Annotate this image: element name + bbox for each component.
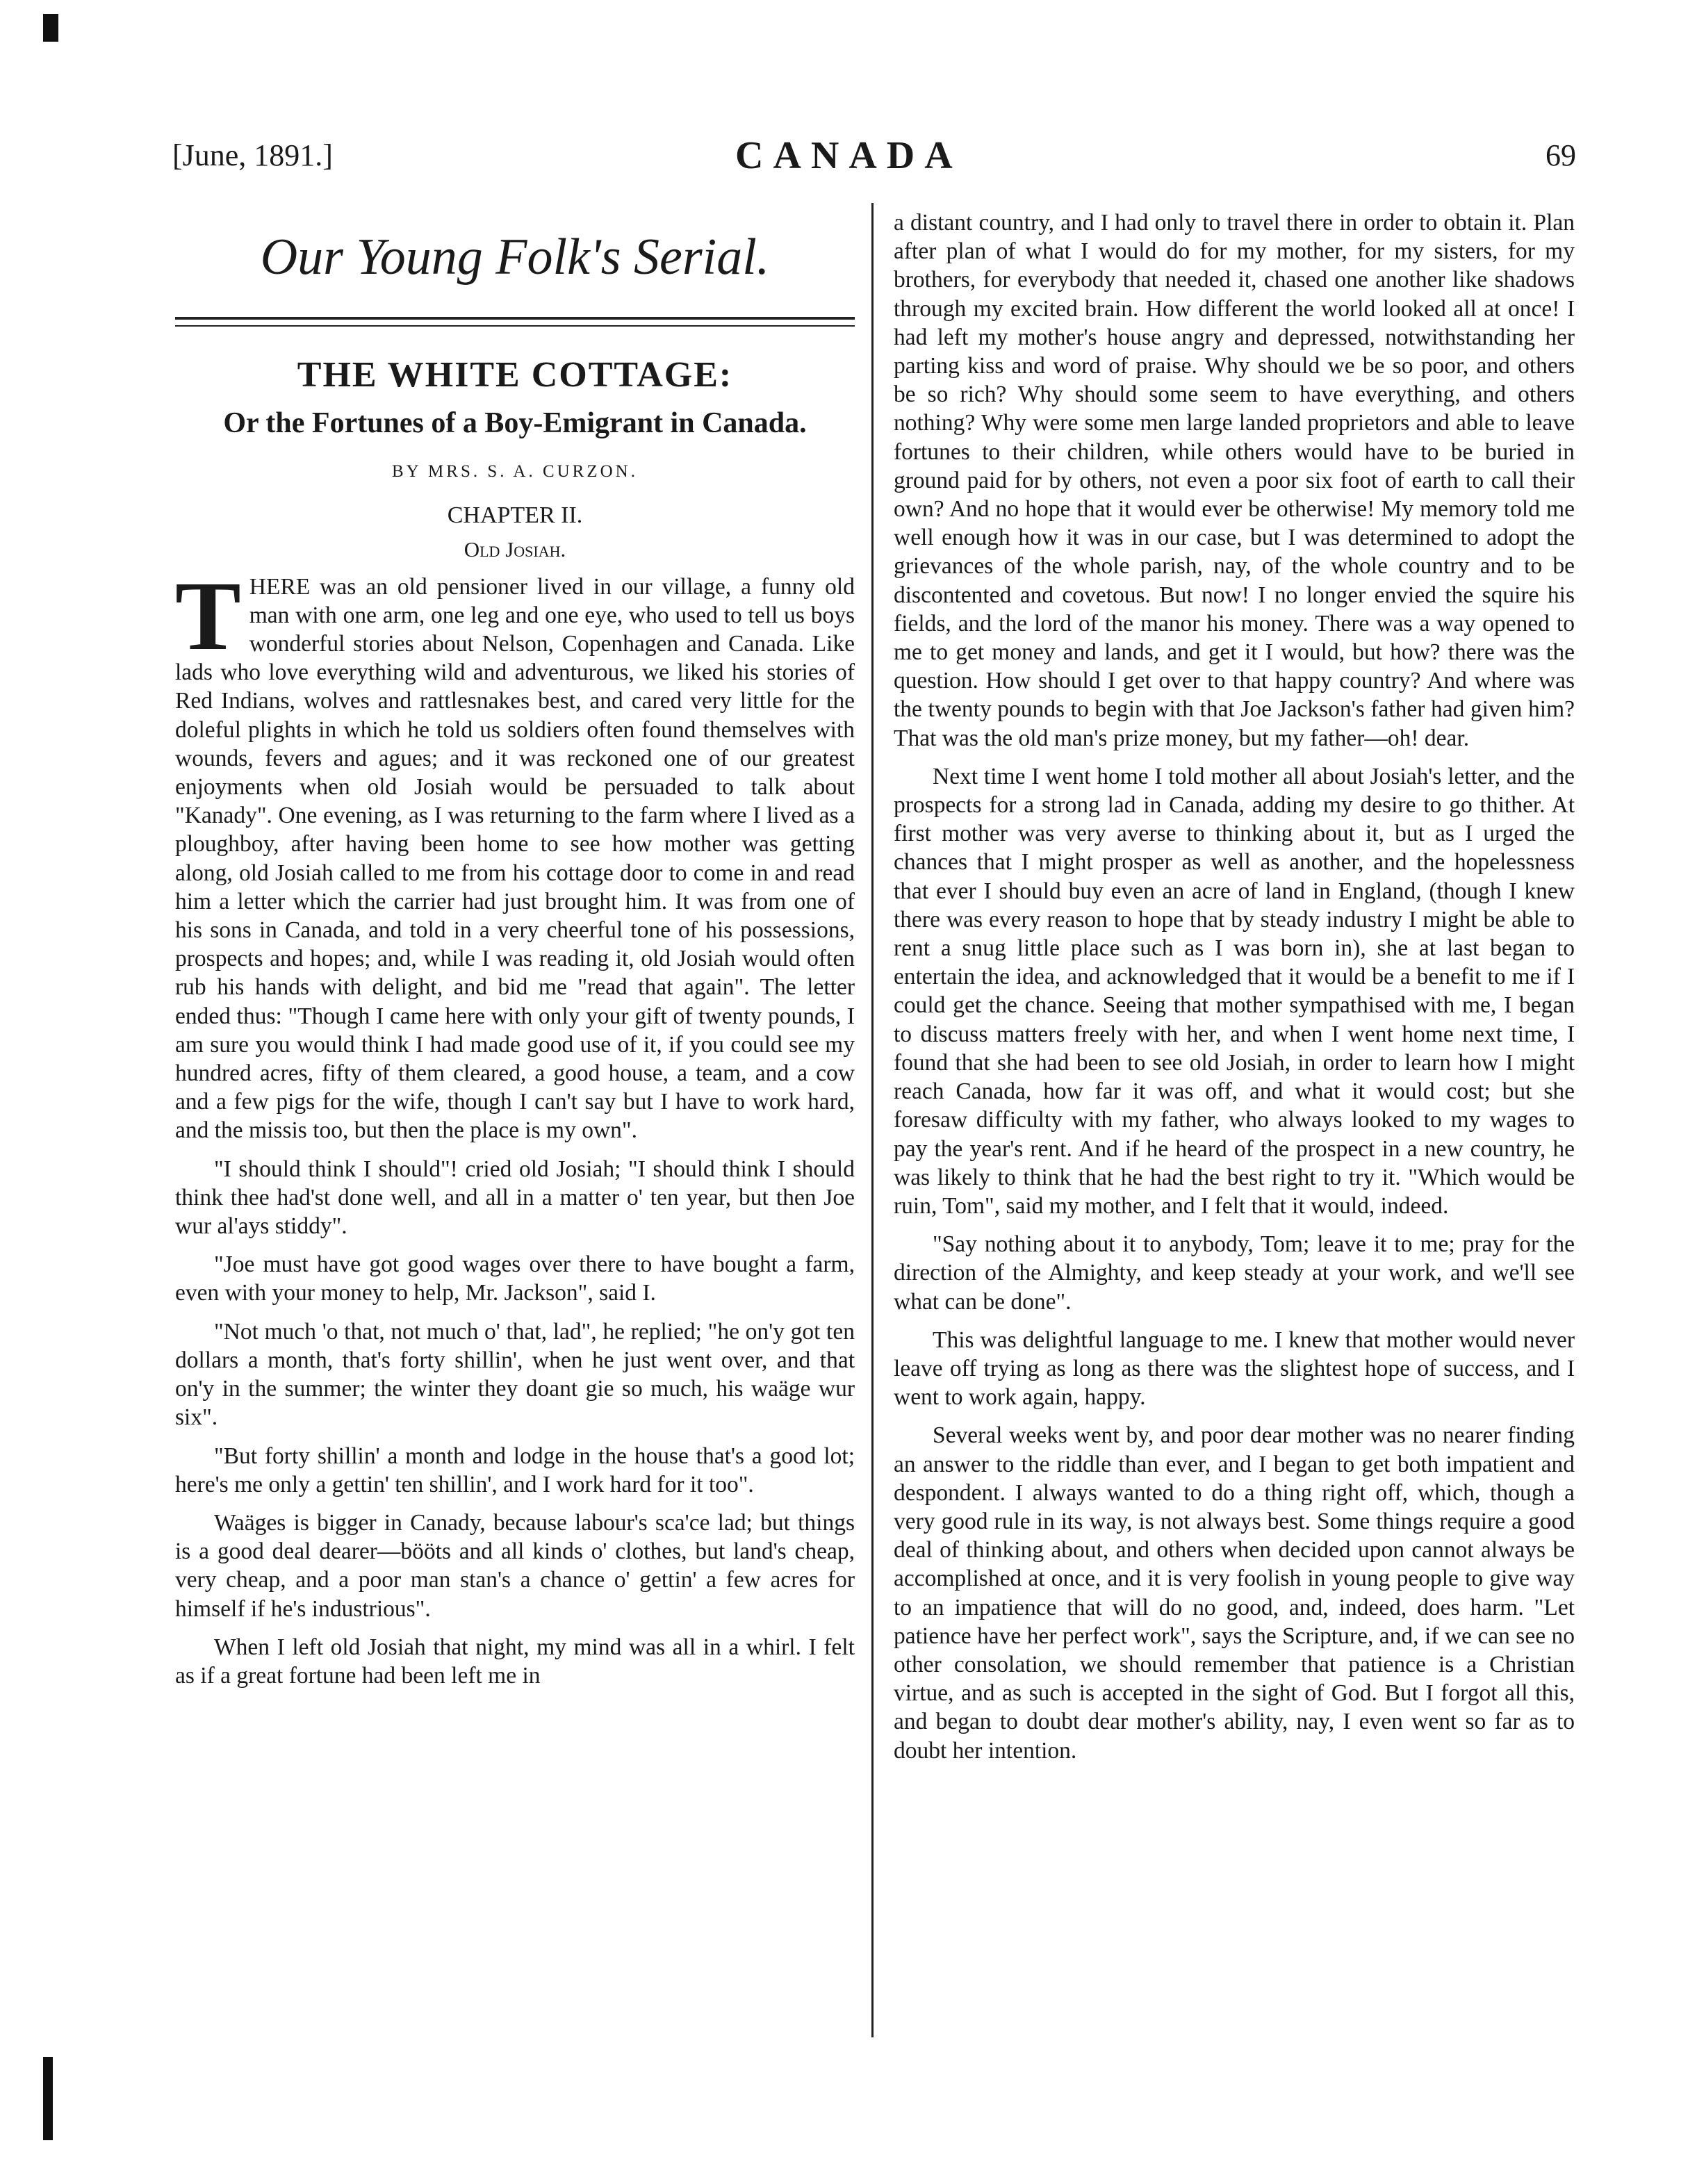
double-rule xyxy=(175,317,855,327)
chapter-title: Old Josiah. xyxy=(464,537,566,562)
story-subtitle: Or the Fortunes of a Boy-Emigrant in Canada. xyxy=(223,407,807,439)
paragraph: Next time I went home I told mother all about Josiah's letter, and the prospects for a strong lad in Canada, adding my desire to go thither. At first mother was very averse to thinking about it, but as I urged the chances that I might prosper as well as another, and the hopelessness that ever I should buy even an acre of land in England, (though I knew there was every reason to hope that by steady industry I might be able to rent a snug little place such as I was born in), she at last began to entertain the idea, and acknowledged that it would be a benefit to me if I could get the chance. Seeing that mother sympathised with me, I began to discuss matters freely with her, and when I went home next time, I found that she had been to see old Josiah, in order to learn how I might reach Canada, how far it was off, and what it would cost; but she foresaw difficulty with my father, who always looked to my wages to pay the year's rent. And if he heard of the prospect in a new country, he was likely to think that he had the best right to try it. "Which would be ruin, Tom", said my mother, and I felt that it would, indeed. xyxy=(894,763,1575,1219)
paragraph: a distant country, and I had only to travel there in order to obtain it. Plan after plan of what I would do for my mother, for my sisters, for my brothers, for everybody that needed it, chased one another like shadows through my excited brain. How different the world looked all at once! I had left my mother's house angry and depressed, notwithstanding her parting kiss and word of praise. Why should we be so poor, and others be so rich? Why should some seem to have everything, and others nothing? Why were some men large landed proprietors and able to leave fortunes to their children, while others would have to be buried in ground paid for by others, not even a poor six foot of earth to call their own? And no hope that it would ever be otherwise! My memory told me well enough how it was in our case, but I was determined to adopt the grievances of the whole parish, nay, of the whole country and to be discontented and covetous. But now! I no longer envied the squire his fields, and the lord of the manor his money. There was a way opened to me to get money and lands, and get it I would, but how? there was the question. How should I get over to that happy country? And where was the twenty pounds to begin with that Joe Jackson's father had given him? That was the old man's prize money, but my father—oh! dear. xyxy=(894,210,1575,751)
paragraph: Waäges is bigger in Canady, because labour's sca'ce lad; but things is a good deal dearer—bööts and all kinds o' clothes, but land's cheap, very cheap, and a poor man stan's a chance o' gettin' a few acres for himself if he's industrious". xyxy=(175,1509,855,1622)
paragraph: THERE was an old pensioner lived in our village, a funny old man with one arm, one leg and one eye, who used to tell us boys wonderful stories about Nelson, Copenhagen and Canada. Like lads who love everything wild and adventurous, we liked his stories of Red Indians, wolves and rattlesnakes best, and cared very little for the doleful plights in which he told us soldiers often found themselves with wounds, fevers and agues; and it was reckoned one of our greatest enjoyments when old Josiah would be persuaded to talk about "Kanady". One evening, as I was returning to the farm where I lived as a ploughboy, after having been home to see how mother was getting along, old Josiah called to me from his cottage door to come in and read him a letter which the carrier had just brought him. It was from one of his sons in Canada, and told in a very cheerful tone of his possessions, prospects and hopes; and, while I was reading it, old Josiah would often rub his hands with delight, and bid me "read that again". The letter ended thus: "Though I came here with only your gift of twenty pounds, I am sure you would think I had made good use of it, if you could see my hundred acres, fifty of them cleared, a good house, a team, and a cow and a few pigs for the wife, though I can't say but I have to work hard, and the missis too, but then the place is my own". xyxy=(175,560,855,1144)
paragraph: This was delightful language to me. I knew that mother would never leave off trying as long as there was the slightest hope of success, and I went to work again, happy. xyxy=(894,1327,1575,1411)
byline: BY MRS. S. A. CURZON. xyxy=(392,462,638,481)
drop-cap: T xyxy=(175,560,241,671)
paragraph: "I should think I should"! cried old Josiah; "I should think I should think thee had'st done well, and all in a matter o' ten year, but then Joe wur al'ays stiddy". xyxy=(175,1156,855,1240)
column-divider xyxy=(871,203,874,2037)
magazine-title: CANADA xyxy=(735,134,962,177)
right-column xyxy=(894,208,1575,1775)
section-heading: Our Young Folk's Serial. xyxy=(260,229,770,286)
paragraph: Several weeks went by, and poor dear mother was no nearer finding an answer to the riddle than ever, and I began to get both impatient and despondent. I always wanted to do a thing right off, which, though a very good rule in its way, is not always best. Some things require a good deal of thinking about, and others when decided upon cannot always be accomplished at once, and it is very foolish in young people to give way to an impatience that will do no good, and, indeed, does harm. "Let patience have her perfect work", says the Scripture, and, if we can see no other consolation, we should remember that patience is a Christian virtue, and as such is accepted in the sight of God. But I forgot all this, and began to doubt dear mother's ability, nay, I even went so far as to doubt her intention. xyxy=(894,1422,1575,1764)
story-title: THE WHITE COTTAGE: xyxy=(297,355,733,395)
paragraph: "Not much 'o that, not much o' that, lad", he replied; "he on'y got ten dollars a month, that's forty shillin', when he just went over, and that on'y in the summer; the winter they doant gie so much, his waäge wur six". xyxy=(175,1318,855,1431)
issue-date: [June, 1891.] xyxy=(172,138,333,172)
page-number: 69 xyxy=(1546,138,1576,172)
paragraph: "But forty shillin' a month and lodge in the house that's a good lot; here's me only a gettin' ten shillin', and I work hard for it too". xyxy=(175,1443,855,1497)
chapter-number: CHAPTER II. xyxy=(447,502,583,529)
scan-edge-mark-bottom xyxy=(43,2057,53,2140)
page-header xyxy=(172,134,1576,186)
paragraph: "Say nothing about it to anybody, Tom; leave it to me; pray for the direction of the Almighty, and keep steady at your work, and we'll see what can be done". xyxy=(894,1231,1575,1315)
paragraph: "Joe must have got good wages over there to have bought a farm, even with your money to help, Mr. Jackson", said I. xyxy=(175,1251,855,1306)
paragraph: When I left old Josiah that night, my mind was all in a whirl. I felt as if a great fortune had been left me in xyxy=(175,1634,855,1689)
left-column xyxy=(175,208,855,1700)
scan-edge-mark xyxy=(43,14,58,42)
